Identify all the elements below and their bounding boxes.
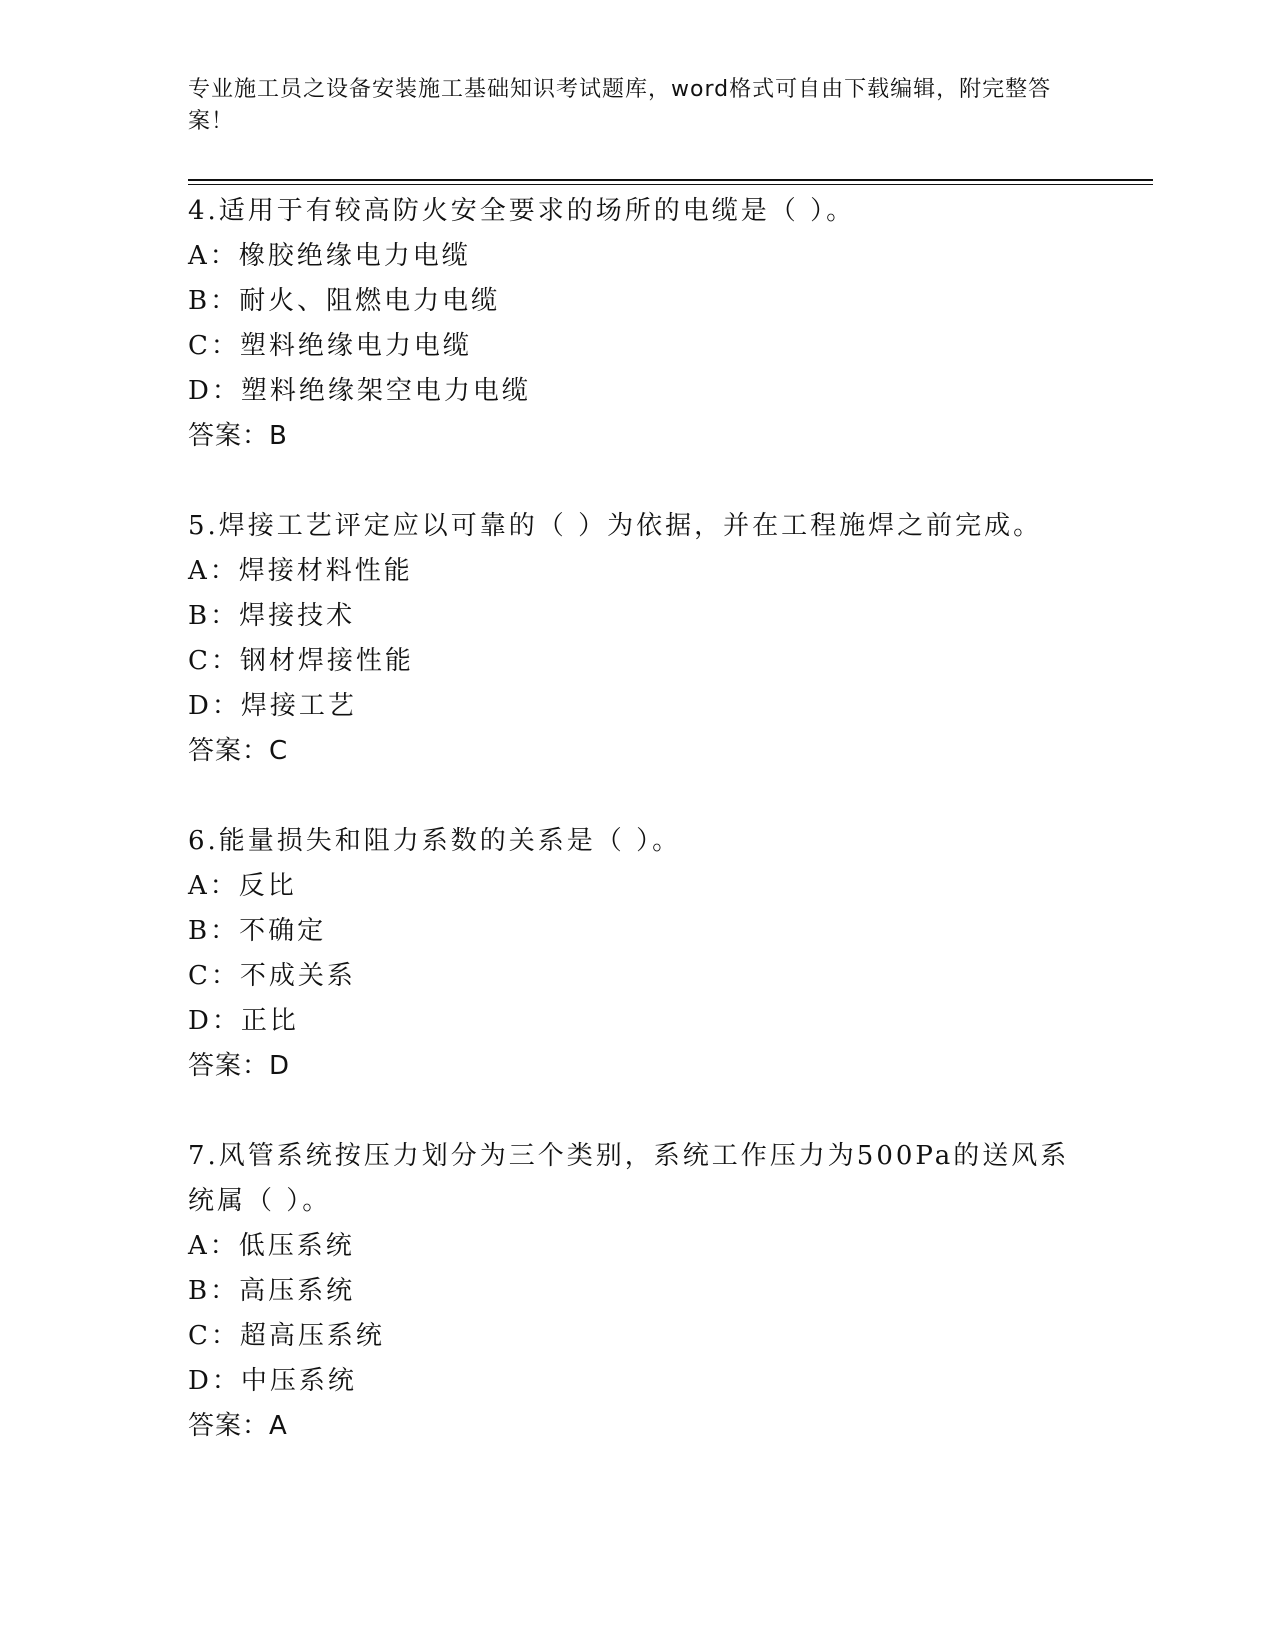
question-stem: 6.能量损失和阻力系数的关系是（ ）。 xyxy=(188,826,682,856)
option-a: A：低压系统 xyxy=(188,1231,355,1261)
option-b: B：焊接技术 xyxy=(188,601,356,631)
option-c: C：不成关系 xyxy=(188,961,356,991)
question-5 xyxy=(188,504,1088,774)
question-7 xyxy=(188,1134,1088,1449)
option-b: B：高压系统 xyxy=(188,1276,356,1306)
option-c: C：钢材焊接性能 xyxy=(188,646,414,676)
header-divider-thin xyxy=(188,184,1153,185)
option-d: D：塑料绝缘架空电力电缆 xyxy=(188,376,531,406)
option-a: A：反比 xyxy=(188,871,297,901)
answer: 答案：B xyxy=(188,421,288,451)
option-a: A：橡胶绝缘电力电缆 xyxy=(188,241,471,271)
answer: 答案：D xyxy=(188,1051,291,1081)
option-b: B：不确定 xyxy=(188,916,327,946)
question-stem: 5.焊接工艺评定应以可靠的（ ）为依据，并在工程施焊之前完成。 xyxy=(188,511,1043,541)
question-stem: 4.适用于有较高防火安全要求的场所的电缆是（ ）。 xyxy=(188,196,856,226)
question-6 xyxy=(188,819,1088,1089)
option-b: B：耐火、阻燃电力电缆 xyxy=(188,286,501,316)
option-c: C：塑料绝缘电力电缆 xyxy=(188,331,472,361)
question-4 xyxy=(188,189,1088,459)
option-d: D：焊接工艺 xyxy=(188,691,357,721)
option-c: C：超高压系统 xyxy=(188,1321,385,1351)
option-a: A：焊接材料性能 xyxy=(188,556,413,586)
option-d: D：中压系统 xyxy=(188,1366,357,1396)
document-header: 专业施工员之设备安装施工基础知识考试题库，word格式可自由下载编辑，附完整答案！ xyxy=(188,77,1052,134)
question-stem: 7.风管系统按压力划分为三个类别，系统工作压力为500Pa的送风系统属（ ）。 xyxy=(188,1141,1070,1216)
answer: 答案：C xyxy=(188,736,289,766)
question-list xyxy=(188,189,1088,1494)
option-d: D：正比 xyxy=(188,1006,299,1036)
header-divider-thick xyxy=(188,179,1153,181)
answer: 答案：A xyxy=(188,1411,288,1441)
